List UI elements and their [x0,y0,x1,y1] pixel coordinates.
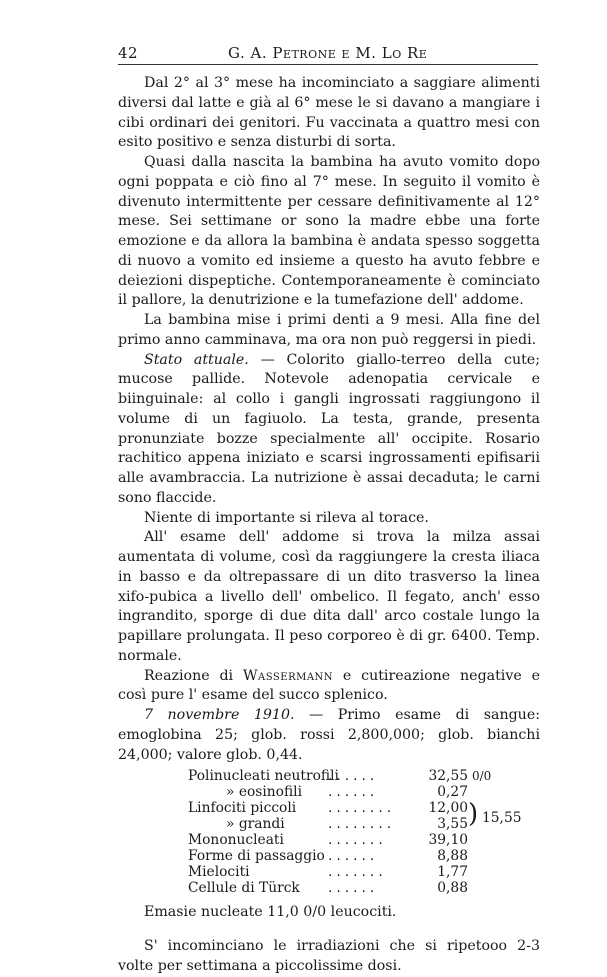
paragraph: Quasi dalla nascita la bambina ha avuto vomito dopo ogni poppata e ciò fino al 7° mese. In seguito il vomito è divenuto intermittente per cessare definitivamente al 12° mese. Sei settimane or sono la madre ebbe una forte emozione e da allora la bambina è andata spesso soggetta di nuovo a vomito ed insieme a questo ha avuto febbre e deiezioni dispeptiche. Contemporaneamente è cominciato il pallore, la denutrizione e la tumefazione dell' addome. [118,154,540,309]
paragraph: Niente di importante si rileva al torace. [144,509,429,526]
wassermann-name: Wassermann [242,667,334,684]
header-rule [118,64,538,65]
paragraph: All' esame dell' addome si trova la milza assai aumentata di volume, così da raggiungere la cresta iliaca in basso e da oltrepassare di un dito trasverso la linea xifo-pubica a livello dell' ombelico. Il fegato, anch' esso ingrandito, sporge di due dita dall' arco costale lungo la papillare prolungata. Il peso corporeo è di gr. 6400. Temp. normale. [118,529,540,664]
closing-paragraph: S' incominciano le irradiazioni che si ripetooo 2-3 volte per settimana a piccolissime dosi. [118,938,540,974]
paragraph-reazione: Reazione di Wassermann e cutireazione negative e così pure l' esame del succo splenico. [118,667,540,704]
running-head: G. A. Petrone e M. Lo Re [228,44,428,62]
page-header [118,44,538,66]
linfociti-brace: ) [468,799,479,830]
body-text [118,74,540,977]
paragraph-esame [118,706,540,765]
stato-text: — Colorito giallo-terreo della cute; mucose pallide. Notevole adenopatia cervicale e biinguinale: al collo i gangli ingrossati raggiungono il volume di un fagiuolo. La testa, grande, presenta pronunziate bozze specialmente all' occipite. Rosario rachitico appena iniziato e scarsi ingrossamenti epifisarii alle avambraccia. La nutrizione è assai decaduta; le carni sono flaccide. [118,351,540,506]
table-row: Mielociti ....... 1,77 [188,864,468,881]
esame-date: 7 novembre 1910. [144,707,295,723]
table-row: Mononucleati ....... 39,10 [188,832,468,849]
paragraph-stato-attuale [118,351,540,509]
table-row: Linfociti piccoli ........ 12,00 [188,800,468,817]
stato-label: Stato attuale. [144,351,249,368]
table-row: » eosinofili ...... 0,27 [226,784,468,801]
paragraph: Dal 2° al 3° mese ha incominciato a saggiare alimenti diversi dal latte e già al 6° mese le si davano a mangiare i cibi ordinari dei genitori. Fu vaccinata a quattro mesi con esito positivo e senza disturbi di sorta. [118,75,540,151]
esame-text: — Primo esame di sangue: emoglobina 25; glob. rossi 2,800,000; glob. bianchi 24,000; valore glob. 0,44. [118,707,540,763]
page-number: 42 [118,44,139,62]
table-row: Forme di passaggio ...... 8,88 [188,848,468,865]
table-row: Polinucleati neutrofili ...... 32,55 [188,768,468,785]
percent-sign: 0/0 [472,769,492,784]
emasie-line: Emasie nucleate 11,0 0/0 leucociti. [144,904,397,921]
table-row: Cellule di Türck ...... 0,88 [188,880,468,897]
table-row: » grandi ........ 3,55 [226,816,468,833]
linfociti-sum: 15,55 [482,810,522,827]
blood-table [188,765,540,897]
paragraph: La bambina mise i primi denti a 9 mesi. Alla fine del primo anno camminava, ma ora non può reggersi in piedi. [118,312,540,348]
